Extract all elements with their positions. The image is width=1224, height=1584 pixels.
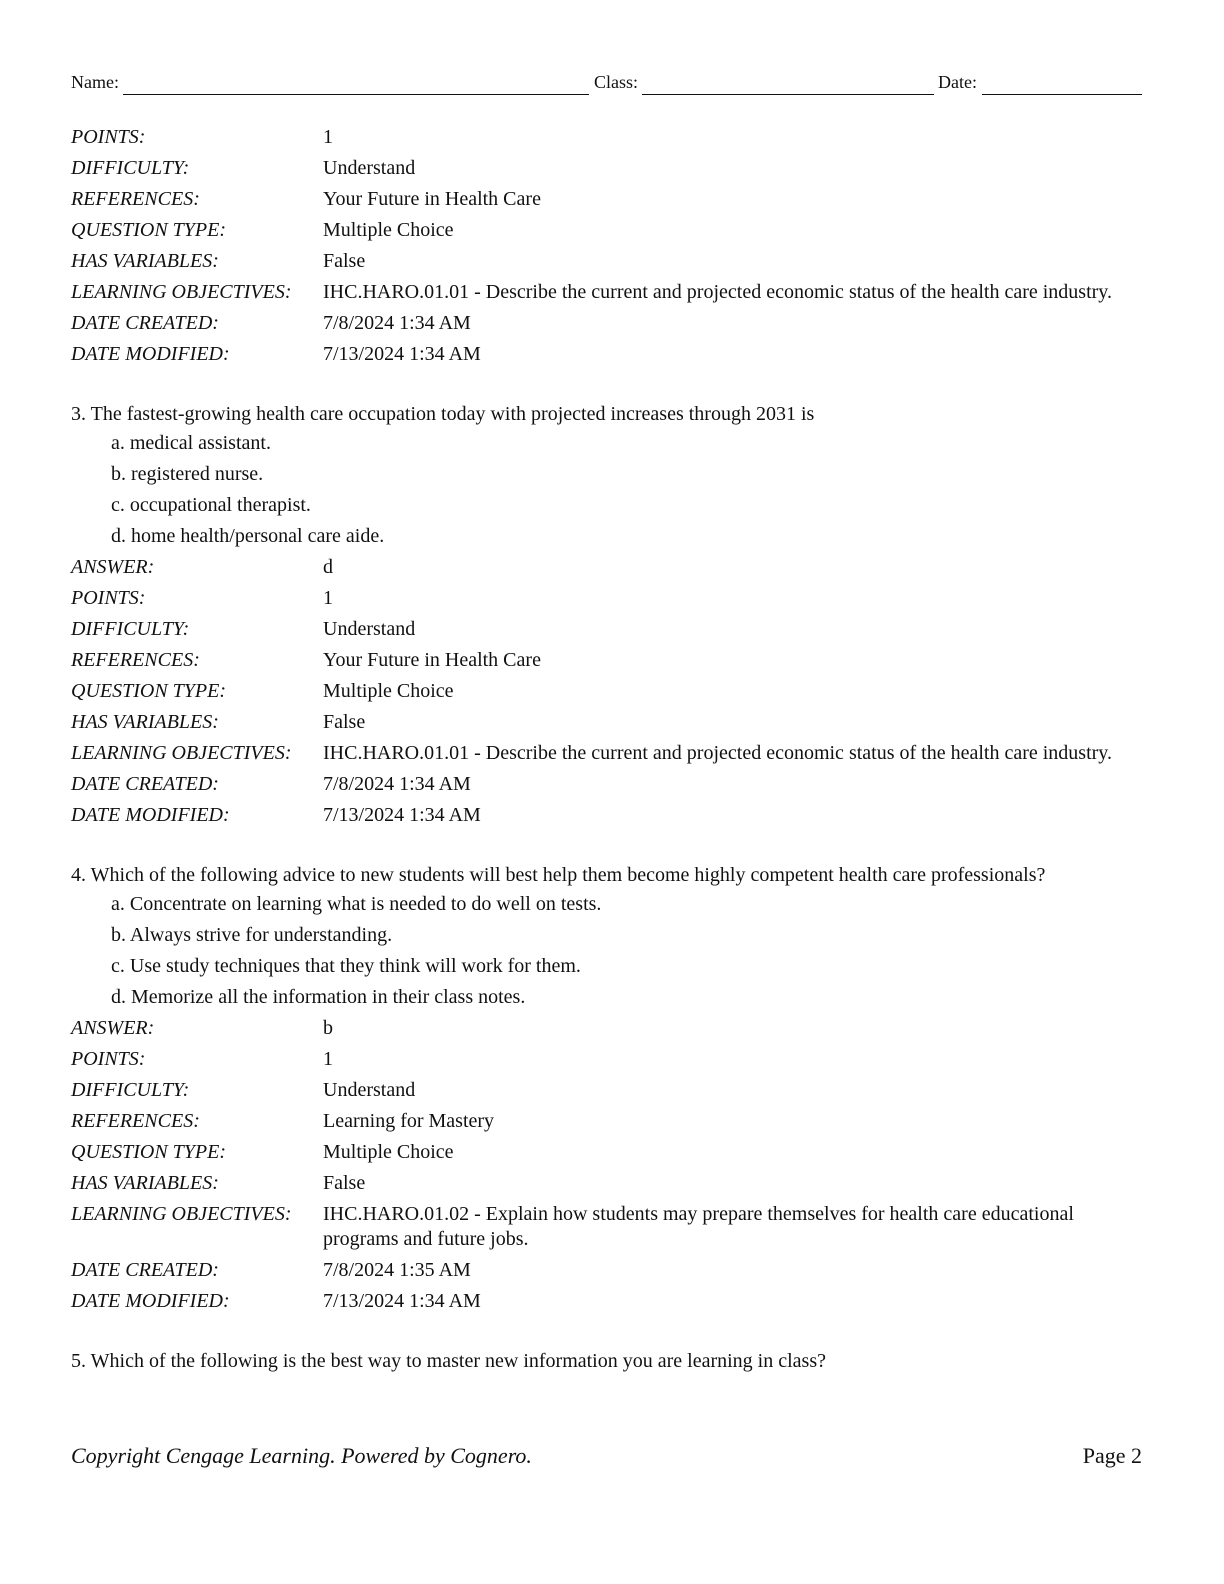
meta-label: ANSWER: bbox=[71, 556, 155, 578]
meta-label: DATE MODIFIED: bbox=[71, 1290, 230, 1312]
meta-row bbox=[71, 218, 1146, 249]
question-metadata bbox=[71, 555, 1146, 834]
meta-row bbox=[71, 1289, 1146, 1320]
date-blank-line bbox=[982, 94, 1142, 95]
meta-label: DIFFICULTY: bbox=[71, 1079, 190, 1101]
question-stem: 3. The fastest-growing health care occupation today with projected increases through 2031 is bbox=[71, 403, 815, 425]
meta-value: b bbox=[323, 1017, 333, 1039]
answer-choice: b. registered nurse. bbox=[111, 463, 264, 485]
meta-value: d bbox=[323, 556, 333, 578]
meta-row bbox=[71, 342, 1146, 373]
meta-row bbox=[71, 710, 1146, 741]
meta-value: False bbox=[323, 711, 366, 733]
meta-row bbox=[71, 187, 1146, 218]
meta-value: Multiple Choice bbox=[323, 1141, 454, 1163]
meta-row bbox=[71, 156, 1146, 187]
meta-row bbox=[71, 617, 1146, 648]
page-number: Page 2 bbox=[1082, 1443, 1142, 1468]
page-header bbox=[71, 72, 1142, 98]
answer-choice: d. home health/personal care aide. bbox=[111, 525, 385, 547]
meta-label: QUESTION TYPE: bbox=[71, 219, 227, 241]
meta-value: Multiple Choice bbox=[323, 680, 454, 702]
meta-value: 7/13/2024 1:34 AM bbox=[323, 1290, 481, 1312]
question-metadata bbox=[71, 1016, 1146, 1320]
meta-value: IHC.HARO.01.01 - Describe the current and projected economic status of the health care industry. bbox=[323, 742, 1113, 764]
meta-value: IHC.HARO.01.02 - Explain how students may prepare themselves for health care educational programs and future jobs. bbox=[323, 1203, 1074, 1250]
meta-value: Multiple Choice bbox=[323, 219, 454, 241]
meta-value: 1 bbox=[323, 587, 333, 609]
date-label: Date: bbox=[938, 72, 977, 92]
question-stem: 4. Which of the following advice to new students will best help them become highly competent health care professionals? bbox=[71, 864, 1046, 886]
answer-choice: a. medical assistant. bbox=[111, 432, 271, 454]
meta-label: ANSWER: bbox=[71, 1017, 155, 1039]
meta-row bbox=[71, 280, 1146, 311]
meta-value: False bbox=[323, 250, 366, 272]
meta-label: REFERENCES: bbox=[71, 188, 200, 210]
meta-row bbox=[71, 741, 1146, 772]
meta-row bbox=[71, 1202, 1146, 1258]
meta-value: IHC.HARO.01.01 - Describe the current and projected economic status of the health care industry. bbox=[323, 281, 1113, 303]
meta-value: 7/13/2024 1:34 AM bbox=[323, 804, 481, 826]
meta-value: Your Future in Health Care bbox=[323, 649, 541, 671]
meta-row bbox=[71, 555, 1146, 586]
meta-value: 7/8/2024 1:34 AM bbox=[323, 773, 471, 795]
meta-row bbox=[71, 1047, 1146, 1078]
meta-value: Understand bbox=[323, 618, 416, 640]
meta-label: HAS VARIABLES: bbox=[71, 711, 219, 733]
meta-label: POINTS: bbox=[71, 126, 146, 148]
meta-value: False bbox=[323, 1172, 366, 1194]
meta-value: 1 bbox=[323, 126, 333, 148]
meta-value: Learning for Mastery bbox=[323, 1110, 495, 1132]
page-footer bbox=[71, 1443, 1142, 1471]
meta-row bbox=[71, 648, 1146, 679]
meta-label: QUESTION TYPE: bbox=[71, 680, 227, 702]
meta-label: DATE CREATED: bbox=[71, 312, 219, 334]
meta-label: DATE CREATED: bbox=[71, 773, 219, 795]
answer-choice: b. Always strive for understanding. bbox=[111, 924, 393, 946]
question-3 bbox=[71, 401, 1146, 834]
meta-label: HAS VARIABLES: bbox=[71, 1172, 219, 1194]
answer-choice: c. occupational therapist. bbox=[111, 494, 311, 516]
meta-label: HAS VARIABLES: bbox=[71, 250, 219, 272]
meta-label: DIFFICULTY: bbox=[71, 618, 190, 640]
question-stem: 5. Which of the following is the best way to master new information you are learning in class? bbox=[71, 1350, 826, 1372]
meta-row bbox=[71, 586, 1146, 617]
meta-label: REFERENCES: bbox=[71, 1110, 200, 1132]
meta-value: 1 bbox=[323, 1048, 333, 1070]
meta-row bbox=[71, 1258, 1146, 1289]
meta-row bbox=[71, 1078, 1146, 1109]
meta-value: 7/13/2024 1:34 AM bbox=[323, 343, 481, 365]
meta-row bbox=[71, 1016, 1146, 1047]
meta-label: QUESTION TYPE: bbox=[71, 1141, 227, 1163]
meta-label: REFERENCES: bbox=[71, 649, 200, 671]
meta-label: LEARNING OBJECTIVES: bbox=[71, 742, 292, 764]
meta-label: LEARNING OBJECTIVES: bbox=[71, 1203, 292, 1225]
question-4 bbox=[71, 862, 1146, 1320]
meta-value: Understand bbox=[323, 1079, 416, 1101]
meta-row bbox=[71, 772, 1146, 803]
meta-label: DATE CREATED: bbox=[71, 1259, 219, 1281]
meta-label: LEARNING OBJECTIVES: bbox=[71, 281, 292, 303]
meta-value: Understand bbox=[323, 157, 416, 179]
meta-row bbox=[71, 311, 1146, 342]
page-content bbox=[71, 125, 1146, 1378]
name-label: Name: bbox=[71, 72, 119, 92]
meta-row bbox=[71, 1171, 1146, 1202]
meta-row bbox=[71, 125, 1146, 156]
answer-choice: c. Use study techniques that they think will work for them. bbox=[111, 955, 581, 977]
meta-value: Your Future in Health Care bbox=[323, 188, 541, 210]
meta-label: DATE MODIFIED: bbox=[71, 343, 230, 365]
question-5 bbox=[71, 1348, 1146, 1374]
meta-row bbox=[71, 1109, 1146, 1140]
name-blank-line bbox=[123, 94, 589, 95]
meta-row bbox=[71, 803, 1146, 834]
meta-label: DIFFICULTY: bbox=[71, 157, 190, 179]
meta-label: POINTS: bbox=[71, 587, 146, 609]
class-blank-line bbox=[642, 94, 934, 95]
answer-choice: a. Concentrate on learning what is needed to do well on tests. bbox=[111, 893, 602, 915]
meta-row bbox=[71, 1140, 1146, 1171]
meta-label: DATE MODIFIED: bbox=[71, 804, 230, 826]
question-2-metadata bbox=[71, 125, 1146, 373]
copyright-notice: Copyright Cengage Learning. Powered by Cognero. bbox=[71, 1443, 532, 1468]
meta-value: 7/8/2024 1:34 AM bbox=[323, 312, 471, 334]
meta-label: POINTS: bbox=[71, 1048, 146, 1070]
meta-value: 7/8/2024 1:35 AM bbox=[323, 1259, 471, 1281]
answer-choice: d. Memorize all the information in their class notes. bbox=[111, 986, 526, 1008]
class-label: Class: bbox=[594, 72, 639, 92]
meta-row bbox=[71, 249, 1146, 280]
meta-row bbox=[71, 679, 1146, 710]
